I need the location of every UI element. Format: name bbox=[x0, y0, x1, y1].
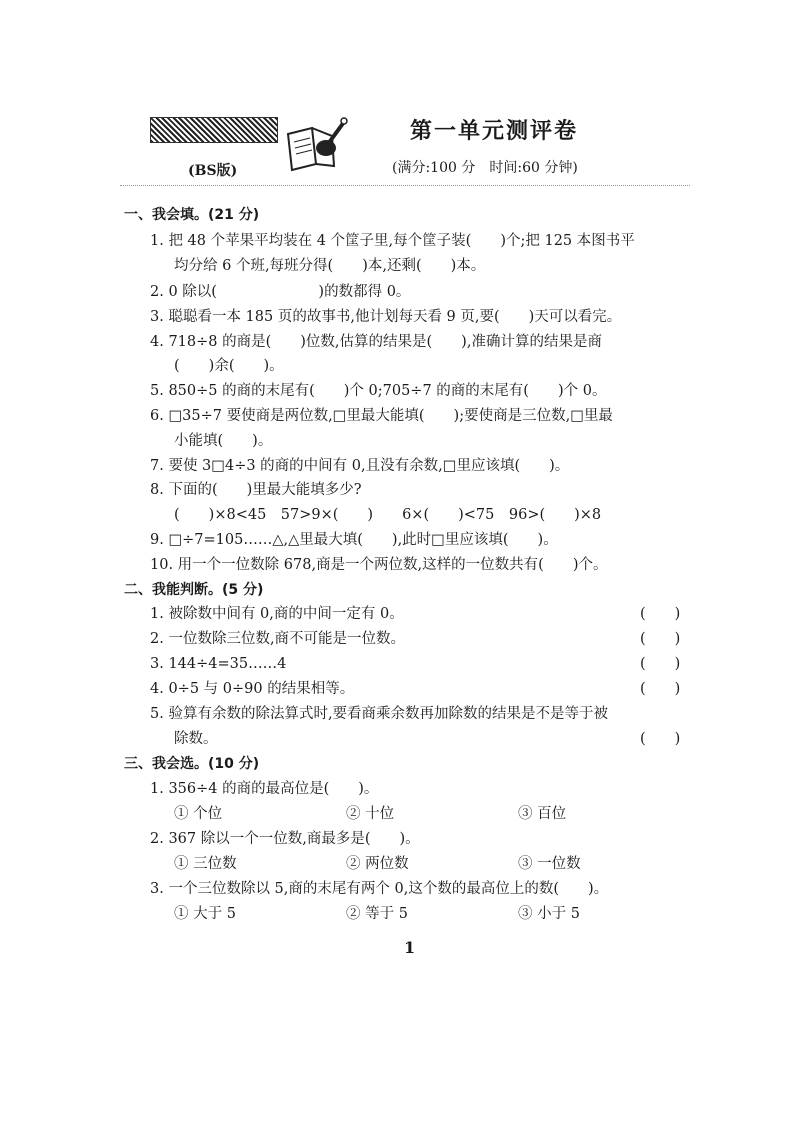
header-divider bbox=[120, 185, 690, 186]
question-line: 10. 用一个一位数除 678,商是一个两位数,这样的一位数共有( )个。 bbox=[150, 557, 608, 573]
question-line: ( )×8<45 57>9×( ) 6×( )<75 96>( )×8 bbox=[174, 507, 602, 523]
choice-option: ③ 一位数 bbox=[518, 856, 581, 872]
question-line: 6. □35÷7 要使商是两位数,□里最大能填( );要使商是三位数,□里最 bbox=[150, 408, 613, 424]
answer-bracket: ( ) bbox=[640, 631, 681, 647]
answer-bracket: ( ) bbox=[640, 606, 681, 622]
choice-option: ① 大于 5 bbox=[174, 906, 236, 922]
section-3-title: 三、我会选。(10 分) bbox=[124, 756, 260, 772]
question-line: ( )余( )。 bbox=[174, 358, 284, 374]
choice-question: 2. 367 除以一个一位数,商最多是( )。 bbox=[150, 831, 420, 847]
choice-option: ② 十位 bbox=[346, 806, 395, 822]
question-line: 8. 下面的( )里最大能填多少? bbox=[150, 482, 362, 498]
judge-item: 2. 一位数除三位数,商不可能是一位数。 bbox=[150, 631, 406, 647]
choice-question: 1. 356÷4 的商的最高位是( )。 bbox=[150, 781, 379, 797]
judge-item: 4. 0÷5 与 0÷90 的结果相等。 bbox=[150, 681, 355, 697]
edition-label: (BS版) bbox=[188, 163, 238, 179]
judge-item: 除数。 bbox=[174, 731, 218, 747]
judge-item: 5. 验算有余数的除法算式时,要看商乘余数再加除数的结果是不是等于被 bbox=[150, 706, 609, 722]
section-1-title: 一、我会填。(21 分) bbox=[124, 207, 260, 223]
judge-item: 1. 被除数中间有 0,商的中间一定有 0。 bbox=[150, 606, 404, 622]
answer-bracket: ( ) bbox=[640, 656, 681, 672]
score-time-info: (满分:100 分 时间:60 分钟) bbox=[392, 160, 578, 176]
publisher-logo bbox=[150, 117, 278, 143]
question-line: 3. 聪聪看一本 185 页的故事书,他计划每天看 9 页,要( )天可以看完。 bbox=[150, 309, 622, 325]
book-pen-icon bbox=[282, 114, 348, 176]
judge-item: 3. 144÷4=35……4 bbox=[150, 656, 287, 672]
choice-option: ① 个位 bbox=[174, 806, 223, 822]
answer-bracket: ( ) bbox=[640, 731, 681, 747]
choice-question: 3. 一个三位数除以 5,商的末尾有两个 0,这个数的最高位上的数( )。 bbox=[150, 881, 609, 897]
choice-option: ① 三位数 bbox=[174, 856, 237, 872]
page-title: 第一单元测评卷 bbox=[410, 118, 579, 144]
choice-option: ② 两位数 bbox=[346, 856, 409, 872]
choice-option: ③ 小于 5 bbox=[518, 906, 580, 922]
choice-option: ② 等于 5 bbox=[346, 906, 408, 922]
question-line: 均分给 6 个班,每班分得( )本,还剩( )本。 bbox=[174, 258, 486, 274]
question-line: 9. □÷7=105……△,△里最大填( ),此时□里应该填( )。 bbox=[150, 532, 558, 548]
question-line: 2. 0 除以( )的数都得 0。 bbox=[150, 284, 411, 300]
answer-bracket: ( ) bbox=[640, 681, 681, 697]
question-line: 7. 要使 3□4÷3 的商的中间有 0,且没有余数,□里应该填( )。 bbox=[150, 458, 570, 474]
choice-option: ③ 百位 bbox=[518, 806, 567, 822]
section-2-title: 二、我能判断。(5 分) bbox=[124, 582, 264, 598]
question-line: 5. 850÷5 的商的末尾有( )个 0;705÷7 的商的末尾有( )个 0。 bbox=[150, 383, 607, 399]
question-line: 小能填( )。 bbox=[174, 433, 273, 449]
page-number: 1 bbox=[404, 938, 416, 957]
question-line: 4. 718÷8 的商是( )位数,估算的结果是( ),准确计算的结果是商 bbox=[150, 334, 602, 350]
question-line: 1. 把 48 个苹果平均装在 4 个筐子里,每个筐子装( )个;把 125 本图书平 bbox=[150, 233, 635, 249]
